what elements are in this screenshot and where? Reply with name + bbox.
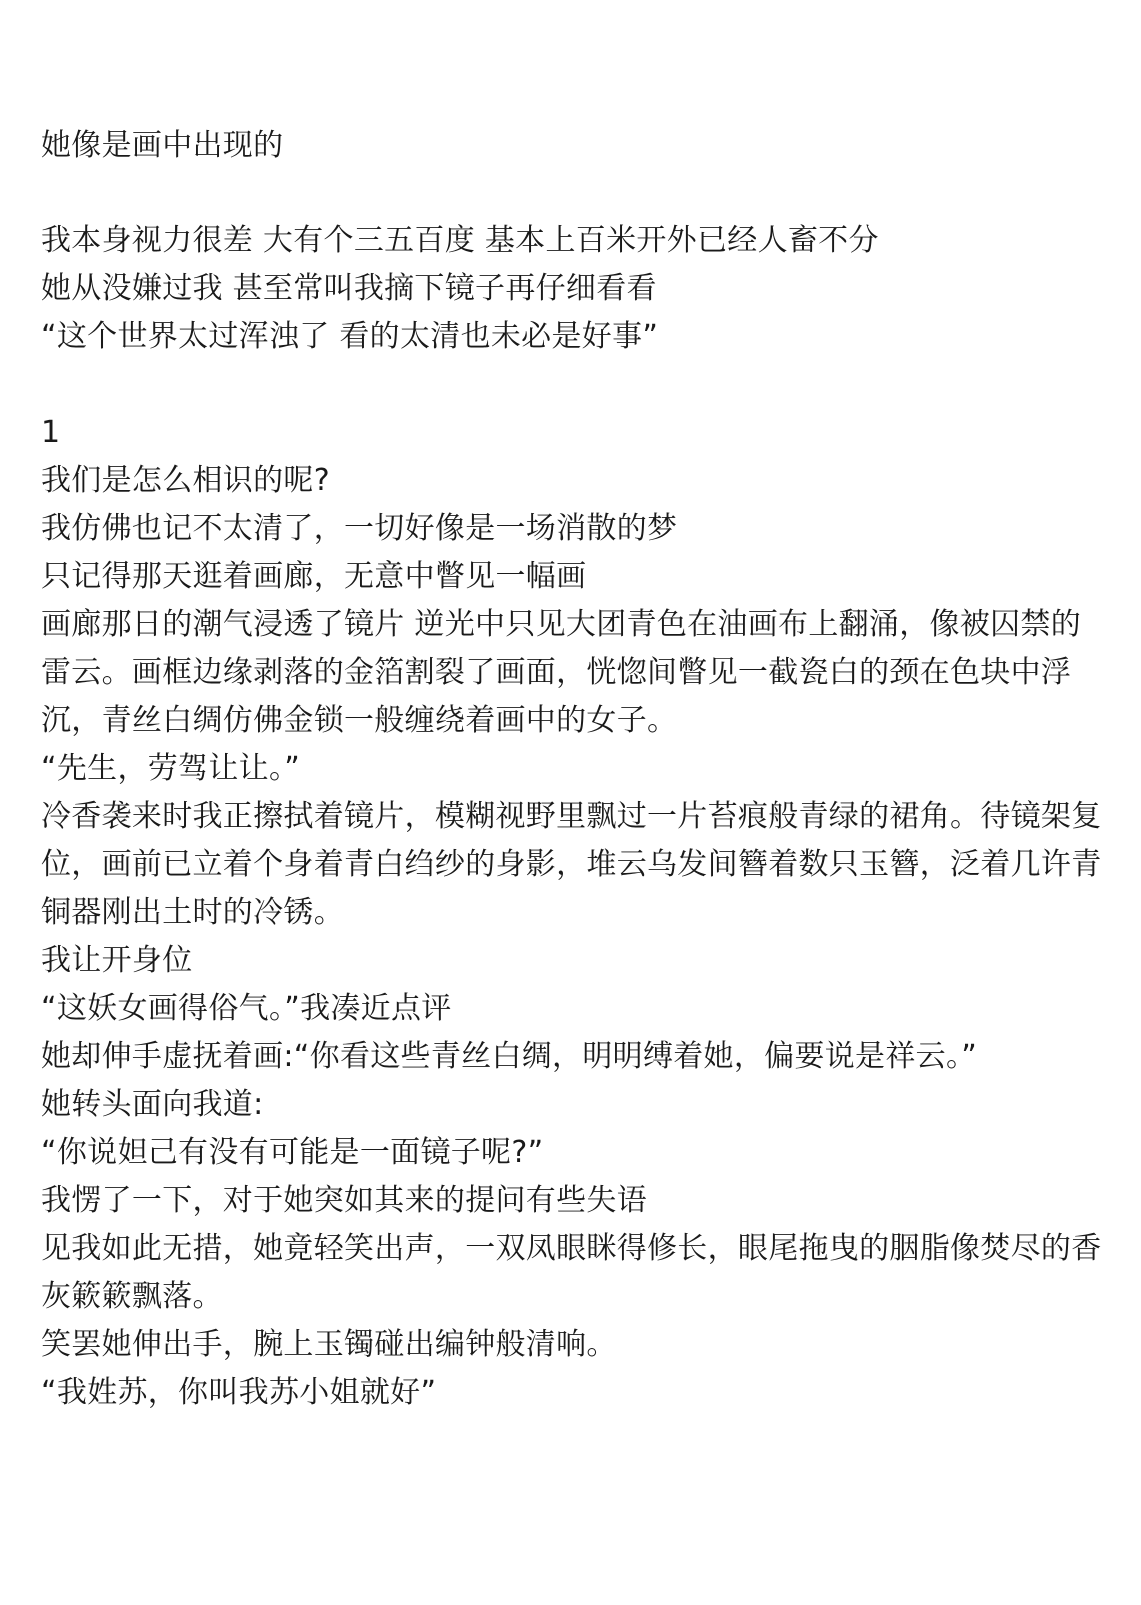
paragraph: “你说妲己有没有可能是一面镜子呢?” bbox=[41, 1135, 544, 1170]
paragraph: “我姓苏，你叫我苏小姐就好” bbox=[41, 1375, 437, 1410]
paragraph: “这妖女画得俗气。”我凑近点评 bbox=[41, 991, 452, 1026]
paragraph: “先生，劳驾让让。” bbox=[41, 751, 301, 786]
paragraph: 我愣了一下，对于她突如其来的提问有些失语 bbox=[41, 1183, 647, 1218]
paragraph: 她却伸手虚抚着画:“你看这些青丝白绸，明明缚着她，偏要说是祥云。” bbox=[41, 1039, 978, 1074]
section-number: 1 bbox=[41, 415, 61, 450]
paragraph: 冷香袭来时我正擦拭着镜片，模糊视野里飘过一片苔痕般青绿的裙角。待镜架复位，画前已立着个身着青白绉纱的身影，堆云乌发间簪着数只玉簪，泛着几许青铜器刚出土时的冷锈。 bbox=[41, 799, 1102, 930]
intro-line: 我本身视力很差 大有个三五百度 基本上百米开外已经人畜不分 bbox=[41, 223, 879, 258]
paragraph: 画廊那日的潮气浸透了镜片 逆光中只见大团青色在油画布上翻涌，像被囚禁的雷云。画框边缘剥落的金箔割裂了画面，恍惚间瞥见一截瓷白的颈在色块中浮沉，青丝白绸仿佛金锁一般缠绕着画中的女子。 bbox=[41, 607, 1082, 738]
paragraph: 我让开身位 bbox=[41, 943, 193, 978]
paragraph: 我仿佛也记不太清了，一切好像是一场消散的梦 bbox=[41, 511, 678, 546]
paragraph: 见我如此无措，她竟轻笑出声，一双凤眼眯得修长，眼尾拖曳的胭脂像焚尽的香灰簌簌飘落。 bbox=[41, 1231, 1102, 1314]
paragraph: 笑罢她伸出手，腕上玉镯碰出编钟般清响。 bbox=[41, 1327, 617, 1362]
document-title: 她像是画中出现的 bbox=[41, 128, 284, 163]
paragraph: 她转头面向我道: bbox=[41, 1087, 264, 1122]
spacer bbox=[41, 361, 1103, 409]
paragraph: 只记得那天逛着画廊，无意中瞥见一幅画 bbox=[41, 559, 587, 594]
document-body bbox=[41, 122, 1103, 1417]
paragraph: 我们是怎么相识的呢? bbox=[41, 463, 330, 498]
spacer bbox=[41, 170, 1103, 217]
intro-line: “这个世界太过浑浊了 看的太清也未必是好事” bbox=[41, 319, 659, 354]
intro-line: 她从没嫌过我 甚至常叫我摘下镜子再仔细看看 bbox=[41, 271, 657, 306]
